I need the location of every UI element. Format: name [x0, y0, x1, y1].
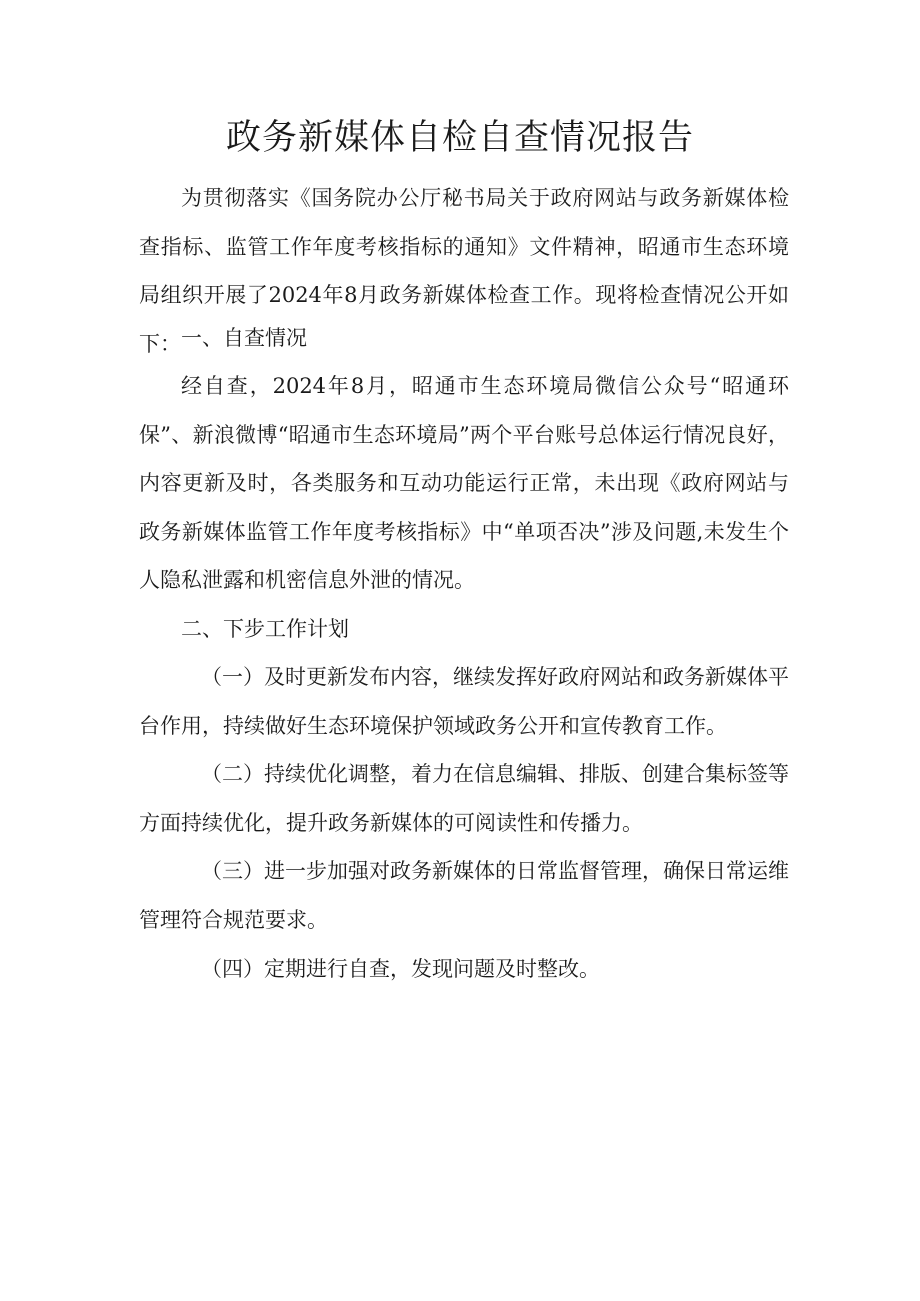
section1-heading: 一、自查情况 — [181, 326, 307, 350]
plan-item: （三）进一步加强对政务新媒体的日常监督管理，确保日常运维管理符合规范要求。 — [139, 859, 789, 932]
document-title: 政务新媒体自检自查情况报告 — [225, 118, 694, 158]
intro-paragraph: 为贯彻落实《国务院办公厅秘书局关于政府网站与政务新媒体检查指标、监管工作年度考核指标的通知》文件精神，昭通市生态环境局组织开展了2024年8月政务新媒体检查工作。现将检查情况公开如下： — [139, 186, 789, 356]
section2-heading: 二、下步工作计划 — [181, 617, 349, 641]
plan-item: （四）定期进行自查，发现问题及时整改。 — [201, 957, 600, 981]
plan-item: （二）持续优化调整，着力在信息编辑、排版、创建合集标签等方面持续优化，提升政务新媒体的可阅读性和传播力。 — [139, 762, 789, 835]
section1-body: 经自查，2024年8月，昭通市生态环境局微信公众号“昭通环保”、新浪微博“昭通市生态环境局”两个平台账号总体运行情况良好，内容更新及时，各类服务和互动功能运行正常，未出现《政府网站与政务新媒体监管工作年度考核指标》中“单项否决”涉及问题,未发生个人隐私泄露和机密信息外泄的情况。 — [139, 374, 789, 592]
plan-item: （一）及时更新发布内容，继续发挥好政府网站和政务新媒体平台作用，持续做好生态环境保护领域政务公开和宣传教育工作。 — [139, 665, 789, 738]
